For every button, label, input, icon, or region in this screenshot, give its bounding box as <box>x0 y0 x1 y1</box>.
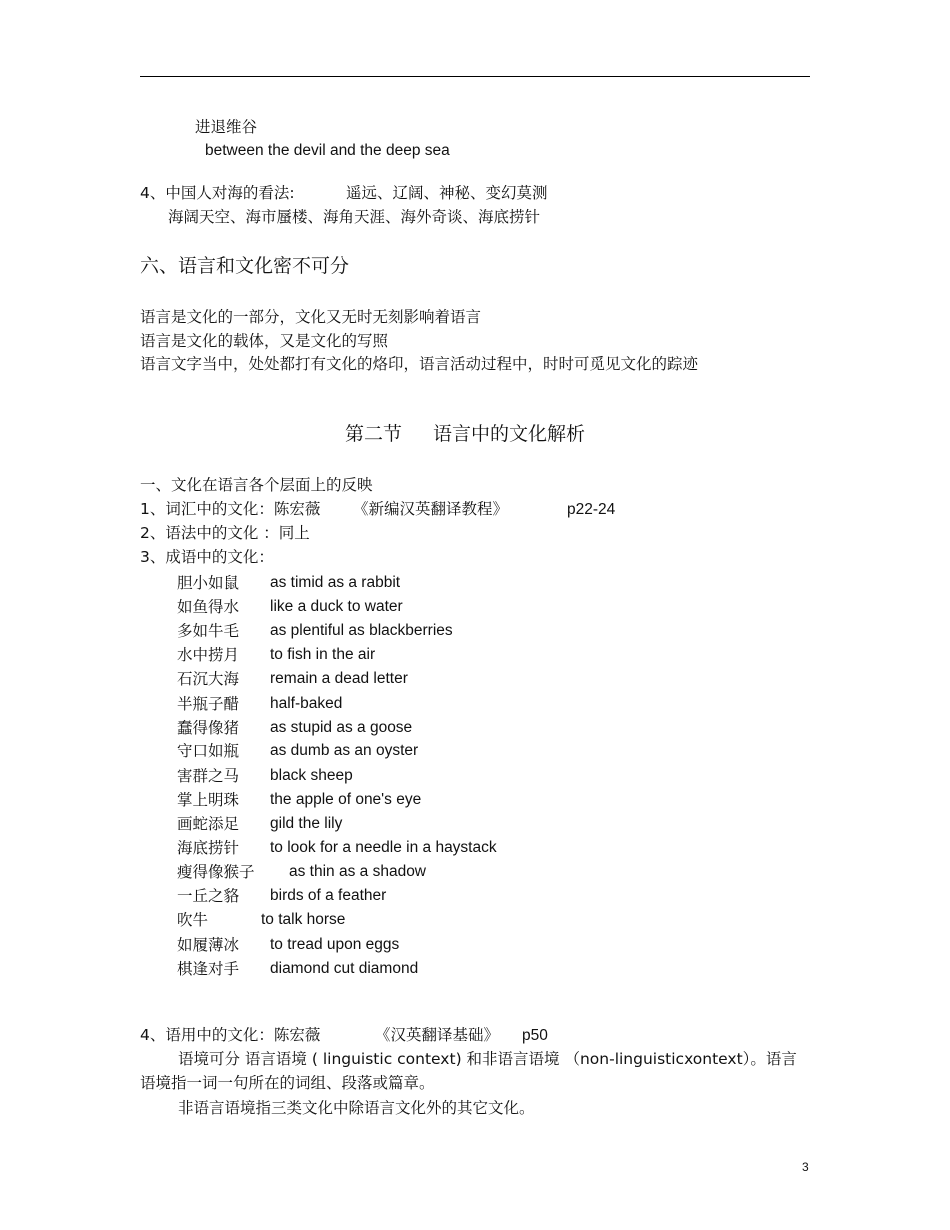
idiom-en: as dumb as an oyster <box>270 742 419 759</box>
idiom-en: to look for a needle in a haystack <box>270 839 497 856</box>
idiom-en: to talk horse <box>261 911 346 928</box>
item4-sea-idioms: 海阔天空、海市蜃楼、海角天涯、海外奇谈、海底捞针 <box>168 208 541 226</box>
idiom-zh: 如鱼得水 <box>177 598 240 616</box>
idiom-en: as plentiful as blackberries <box>270 622 453 639</box>
idiom-zh: 棋逢对手 <box>177 960 240 978</box>
idiom-zh: 多如牛毛 <box>177 622 240 640</box>
chapter-subtitle: 语言中的文化解析 <box>433 423 586 445</box>
idiom-zh: 如履薄冰 <box>177 936 240 954</box>
item4-pragmatic-label: 4、语用中的文化：陈宏薇 <box>140 1026 321 1044</box>
item4-pragmatic-book: 《汉英翻译基础》 <box>375 1026 500 1044</box>
idiom-zh: 胆小如鼠 <box>177 574 240 592</box>
idiom-zh: 半瓶子醋 <box>177 695 240 713</box>
idiom-zh: 石沉大海 <box>177 670 240 688</box>
item3: 3、成语中的文化： <box>140 548 274 566</box>
idiom-en: as timid as a rabbit <box>270 574 401 591</box>
idiom-en: as thin as a shadow <box>289 863 427 880</box>
item1-book: 《新编汉英翻译教程》 <box>353 500 509 518</box>
idiom-zh: 一丘之貉 <box>177 887 240 905</box>
idiom-en: to tread upon eggs <box>270 936 400 953</box>
idiom-zh: 画蛇添足 <box>177 815 240 833</box>
idiom-en-top: between the devil and the deep sea <box>205 142 450 159</box>
section6-line: 语言是文化的一部分，文化又无时无刻影响着语言 <box>140 308 482 326</box>
idiom-zh: 瘦得像猴子 <box>177 863 255 881</box>
pragmatic-paragraph-2-text: 非语言语境指三类文化中除语言文化外的其它文化。 <box>178 1099 535 1117</box>
idiom-zh: 海底捞针 <box>177 839 240 857</box>
section6-line: 语言是文化的载体，又是文化的写照 <box>140 332 389 350</box>
item1-label: 1、词汇中的文化：陈宏薇 <box>140 500 321 518</box>
idiom-en: the apple of one's eye <box>270 791 422 808</box>
idiom-en: gild the lily <box>270 815 343 832</box>
idiom-en: diamond cut diamond <box>270 960 419 977</box>
idiom-en: to fish in the air <box>270 646 376 663</box>
idiom-en: birds of a feather <box>270 887 387 904</box>
idiom-en: half-baked <box>270 695 343 712</box>
idiom-zh: 吹牛 <box>177 911 209 929</box>
item4-pragmatic-pages: p50 <box>522 1027 548 1044</box>
idiom-zh: 蠢得像猪 <box>177 719 240 737</box>
chapter-title: 第二节 <box>345 423 403 445</box>
item2: 2、语法中的文化 ：同上 <box>140 524 310 542</box>
idiom-zh: 掌上明珠 <box>177 791 240 809</box>
page-number: 3 <box>802 1160 809 1174</box>
pragmatic-paragraph-2 <box>140 1096 810 1120</box>
part1-title: 一、文化在语言各个层面上的反映 <box>140 476 373 494</box>
pragmatic-paragraph-1 <box>140 1047 810 1095</box>
idiom-en: like a duck to water <box>270 598 403 615</box>
idiom-zh: 守口如瓶 <box>177 742 240 760</box>
item4-sea-views: 遥远、辽阔、神秘、变幻莫测 <box>346 184 548 202</box>
section6-line: 语言文字当中，处处都打有文化的烙印，语言活动过程中，时时可觅见文化的踪迹 <box>140 355 699 373</box>
idiom-en: remain a dead letter <box>270 670 408 687</box>
idiom-en: black sheep <box>270 767 353 784</box>
idiom-zh: 害群之马 <box>177 767 240 785</box>
item1-pages: p22-24 <box>567 501 616 518</box>
pragmatic-paragraph-1-text: 语境可分 语言语境 ( linguistic context) 和非语言语境 （non-linguisticxontext）。语言语境指一词一句所在的词组、段落或篇章。 <box>140 1050 797 1092</box>
idiom-en: as stupid as a goose <box>270 719 413 736</box>
idiom-zh: 水中捞月 <box>177 646 240 664</box>
item4-sea-head: 4、中国人对海的看法: <box>140 184 295 202</box>
section6-title: 六、语言和文化密不可分 <box>140 255 350 277</box>
header-rule <box>140 76 810 77</box>
idiom-zh-top: 进退维谷 <box>195 118 258 136</box>
